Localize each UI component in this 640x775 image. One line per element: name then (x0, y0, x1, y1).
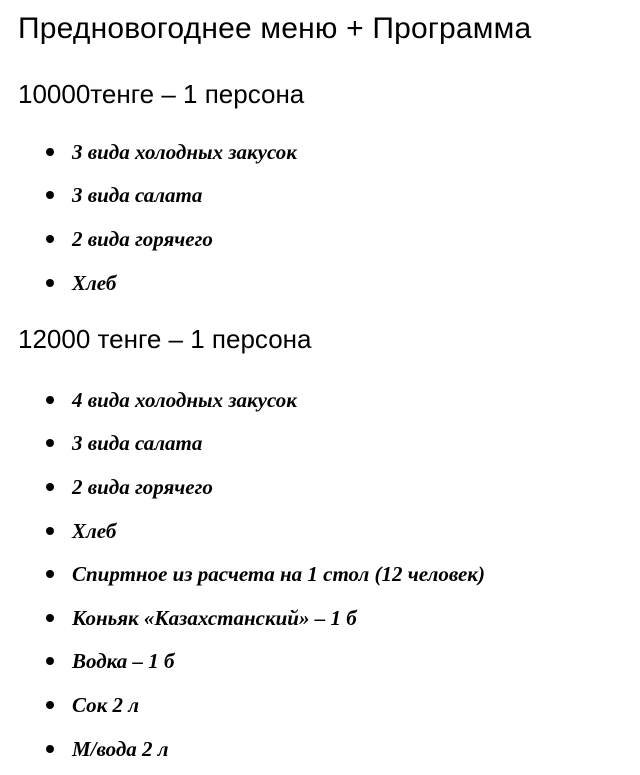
list-item-text: 3 вида салата (72, 183, 203, 208)
section-heading-10000: 10000тенге – 1 персона (18, 79, 305, 109)
list-item-text: Коньяк «Казахстанский» – 1 б (72, 605, 357, 630)
page-title: Предновогоднее меню + Программа (18, 12, 532, 45)
bullet-icon (46, 235, 54, 243)
list-item-text: Спиртное из расчета на 1 стол (12 человек) (72, 562, 485, 587)
bullet-icon (46, 279, 54, 287)
list-item-text: Сок 2 л (72, 692, 140, 717)
bullet-icon (46, 483, 54, 491)
bullet-icon (46, 439, 54, 447)
list-item-text: Водка – 1 б (72, 649, 175, 674)
list-item-text: М/вода 2 л (72, 736, 169, 761)
list-item-text: 2 вида горячего (72, 226, 213, 251)
list-item-text: 4 вида холодных закусок (72, 387, 297, 412)
list-item-text: 3 вида холодных закусок (72, 139, 297, 164)
bullet-icon (46, 527, 54, 535)
bullet-icon (46, 148, 54, 156)
list-item-text: Хлеб (72, 270, 117, 295)
bullet-icon (46, 745, 54, 753)
bullet-icon (46, 657, 54, 665)
list-item-text: 2 вида горячего (72, 474, 213, 499)
bullet-icon (46, 614, 54, 622)
list-item-text: Хлеб (72, 518, 117, 543)
section-heading-12000: 12000 тенге – 1 персона (18, 324, 312, 354)
bullet-icon (46, 191, 54, 199)
bullet-icon (46, 570, 54, 578)
list-item-text: 3 вида салата (72, 431, 203, 456)
bullet-icon (46, 701, 54, 709)
bullet-icon (46, 396, 54, 404)
